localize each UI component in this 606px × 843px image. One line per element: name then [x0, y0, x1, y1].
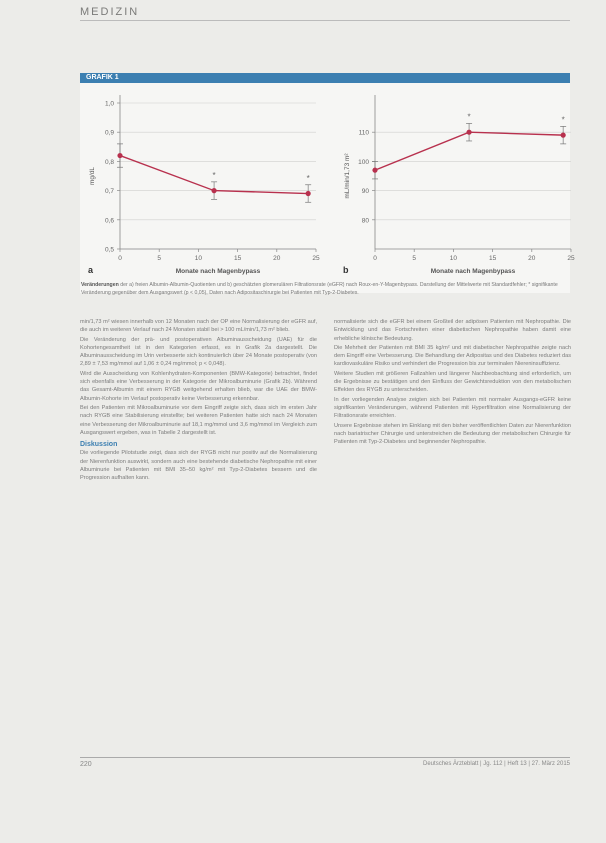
right-paragraphs [334, 318, 571, 446]
figure-label: GRAFIK 1 [80, 73, 570, 83]
y-tick-label: 100 [358, 158, 369, 166]
significance-star: * [467, 112, 471, 122]
left-paragraph: Wird die Ausscheidung von Kohlenhydraten-Komponenten (BMW-Kategorie) betrachtet, findet sich ebenfalls eine Verbesserung in der Kategorie der Mikroalbuminurie (Grafik 2b). Während das Gesamt-Albumin mit einem RYGB weitgehend erhalten blieb, war die UAE der BMW-Albumin-Kohorte im Verlauf postoperativ keine Verbesserung erkennbar. [80, 370, 317, 402]
x-tick-label: 15 [233, 255, 242, 262]
y-tick-label: 90 [361, 188, 369, 196]
data-point [117, 153, 122, 158]
discussion-heading: Diskussion [80, 441, 118, 449]
left-paragraph: Die Veränderung der prä- und postoperativen Albuminausscheidung (UAE) für die Kohortengesamtheit ist in den Kategorien erfasst, es in Grafik 2a dargestellt. Die Albuminausscheidung im Urin verbesserte sich kontinuierlich über 24 Monate postoperativ (von 2,89 ± 7,53 mg/mmol auf 1,06 ± 0,24 mg/mmol; p < 0,048). [80, 336, 317, 368]
footer-rule [80, 757, 570, 758]
figure-caption [81, 281, 569, 297]
panel-label: b [343, 265, 349, 275]
x-tick-label: 5 [412, 255, 417, 262]
left-paragraphs [80, 318, 317, 437]
y-tick-label: 0,7 [104, 188, 114, 196]
x-tick-label: 0 [373, 255, 377, 262]
header-rule [80, 20, 570, 21]
right-paragraph: Weitere Studien mit größeren Fallzahlen und längerer Nachbeobachtung sind erforderlich, um die Ergebnisse zu bestätigen und den Einfluss der Gewichtsreduktion von den metabolischen Effekten des RYGB zu unterscheiden. [334, 370, 571, 394]
y-axis-label: mL/min/1,73 m² [344, 153, 351, 199]
body-column-left [80, 318, 317, 484]
right-paragraph: normalisierte sich die eGFR bei einem Großteil der adipösen Patienten mit Nephropathie. Die Entwicklung und das Fortschreiten einer diabetischen Nephropathie haben damit eine erhebliche klinische Bedeutung. [334, 319, 571, 342]
y-axis-label: mg/dL [89, 166, 96, 186]
y-tick-label: 0,6 [104, 217, 114, 225]
x-tick-label: 10 [194, 255, 203, 262]
x-tick-label: 25 [312, 255, 320, 262]
right-paragraph: Unsere Ergebnisse stehen im Einklang mit den bisher veröffentlichten Daten zur Nierenfunktion nach bariatrischer Chirurgie und unterstreichen die Bedeutung der metabolischen Chirurgie für Patienten mit Typ-2-Diabetes und beginnender Nephropathie. [334, 422, 571, 446]
data-point [561, 133, 566, 138]
discussion-text: Die vorliegende Pilotstudie zeigt, dass sich der RYGB nicht nur positiv auf die Normalisierung der Nierenfunktion auswirkt, sondern auch eine bestehende diabetische Nephropathie mit einer Albuminurie bei Patienten mit BMI 35–50 kg/m² mit Typ-2-Diabetes bessern und die Progression aufhalten kann. [80, 450, 317, 482]
figure-charts [80, 83, 575, 283]
journal-citation: Deutsches Ärzteblatt | Jg. 112 | Heft 13 | 27. März 2015 [423, 761, 570, 767]
y-tick-label: 0,9 [104, 129, 114, 137]
significance-star: * [212, 170, 216, 180]
body-column-right [334, 318, 571, 447]
y-tick-label: 0,5 [104, 246, 114, 254]
x-tick-label: 5 [157, 255, 162, 262]
x-axis-label: Monate nach Magenbypass [430, 268, 516, 275]
figure [80, 73, 575, 293]
left-paragraph: Bei den Patienten mit Mikroalbuminurie vor dem Eingriff zeigte sich, dass sich im ersten Jahr nach RYGB eine Stabilisierung einstellte; bei weiteren Patienten hatte sich nach 24 Monaten eine Verbesserung der Mikroalbuminurie auf 18,1 mg/mmol und 3,6 mg/mmol im Vergleich zum Ausgangswert ergeben, was in Tabelle 2 dargestellt ist. [80, 404, 317, 436]
x-tick-label: 15 [488, 255, 497, 262]
caption-lead: Veränderungen [81, 282, 119, 288]
page-number: 220 [80, 761, 92, 768]
right-paragraph: Die Mehrheit der Patienten mit BMI 35 kg/m² und mit diabetischer Nephropathie zeigte nach dem Eingriff eine Verbesserung. Die Behandlung der Adipositas und des Diabetes reduziert das kardiovaskuläre Risiko und verhindert die Progression bis zur terminalen Niereninsuffizienz. [334, 344, 571, 368]
significance-star: * [561, 115, 565, 125]
data-point [211, 188, 216, 193]
caption-text: der a) freien Albumin-Albumin-Quotienten und b) geschätzten glomerulären Filtrationsrate (eGFR) nach Roux-en-Y-Magenbypass. Darstellung der Mittelwerte mit Standardfehler; * signifikante Veränderung gegenüber dem Ausgangswert (p < 0,05), Daten nach Adipositaschirurgie bei Patienten mit Typ-2-Diabetes. [81, 282, 558, 296]
x-tick-label: 20 [528, 255, 536, 262]
x-tick-label: 25 [567, 255, 575, 262]
x-tick-label: 0 [118, 255, 122, 262]
panel-label: a [88, 265, 94, 275]
right-paragraph: In der vorliegenden Analyse zeigten sich bei Patienten mit normaler Ausgangs-eGFR keine signifikanten Veränderungen, während Patienten mit Hyperfiltration eine Normalisierung der Filtrationsrate erreichten. [334, 396, 571, 420]
running-head: MEDIZIN [80, 6, 140, 18]
x-tick-label: 10 [449, 255, 458, 262]
x-axis-label: Monate nach Magenbypass [175, 268, 261, 275]
left-paragraph: min/1,73 m² wiesen innerhalb von 12 Monaten nach der OP eine Normalisierung der eGFR auf, die auch im weiteren Verlauf nach 24 Monaten stabil bei > 100 mL/min/1,73 m² blieb. [80, 319, 317, 334]
y-tick-label: 110 [358, 129, 369, 137]
x-tick-label: 20 [273, 255, 281, 262]
data-point [466, 130, 471, 135]
data-point [372, 168, 377, 173]
data-point [306, 191, 311, 196]
y-tick-label: 0,8 [104, 158, 114, 166]
significance-star: * [306, 173, 310, 183]
y-tick-label: 1,0 [104, 100, 114, 108]
y-tick-label: 80 [361, 217, 369, 225]
